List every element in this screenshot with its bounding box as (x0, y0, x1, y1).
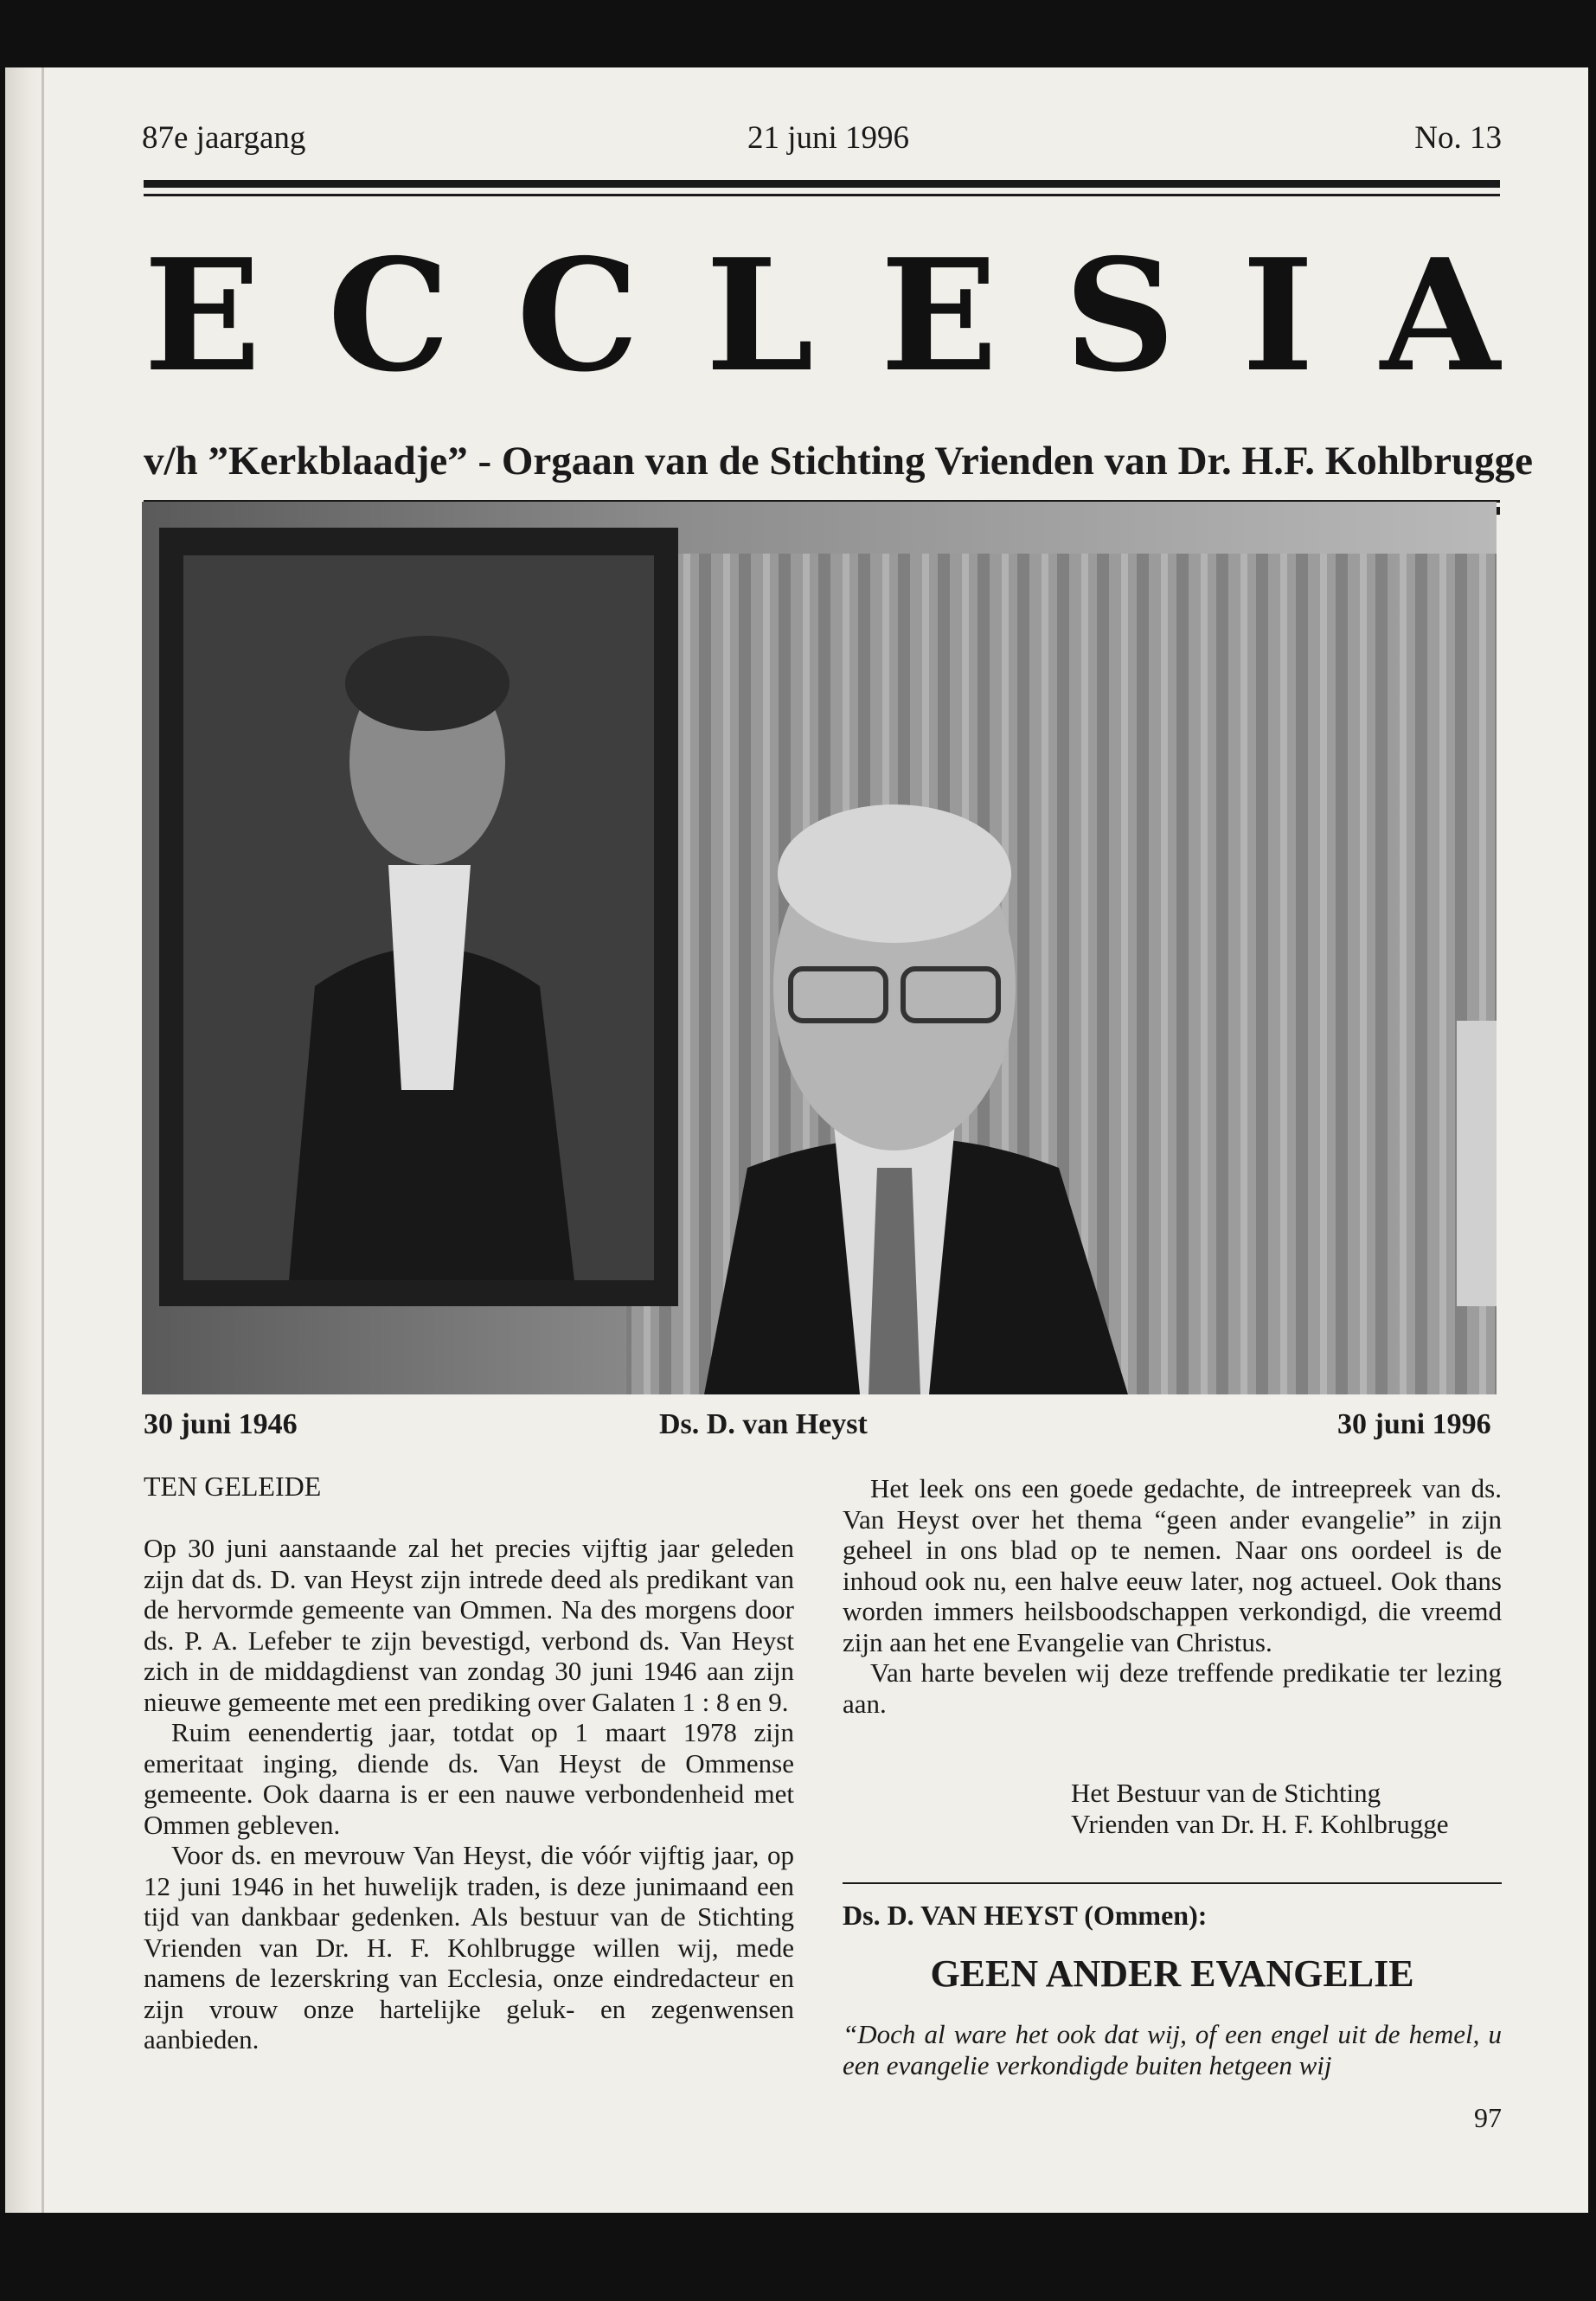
issue-date: 21 juni 1996 (747, 120, 910, 156)
masthead-subtitle: v/h ”Kerkblaadje” - Orgaan van de Stichting Vrienden van Dr. H.F. Kohlbrugge (144, 439, 1534, 484)
masthead-letter: E (880, 225, 998, 406)
sermon-title: GEEN ANDER EVANGELIE (930, 1952, 1414, 1995)
header-rule-thin (144, 194, 1500, 196)
caption-date-1946: 30 juni 1946 (144, 1408, 298, 1440)
article-left-column (144, 1533, 794, 2055)
page-number: 97 (1474, 2102, 1502, 2133)
article-paragraph: Voor ds. en mevrouw Van Heyst, die vóór vijftig jaar, op 12 juni 1946 in het huwelijk traden, is deze junimaand een tijd van dankbaar gedenken. Als bestuur van de Stichting Vrienden van Dr. H. F. Kohlbrugge willen wij, mede namens de lezerskring van Ecclesia, onze eindredacteur en zijn vrouw onze hartelijke geluk- en zegenwensen aanbieden. (144, 1840, 794, 2054)
masthead-letter: C (516, 225, 639, 406)
cover-photo (142, 502, 1497, 1394)
article-paragraph: Ruim eenendertig jaar, totdat op 1 maart 1978 zijn emeritaat inging, diende ds. Van Heyst de Ommense gemeente. Ook daarna is er een nauwe verbondenheid met Ommen gebleven. (144, 1717, 794, 1840)
header-rule-thick (144, 180, 1500, 188)
caption-person-name: Ds. D. van Heyst (659, 1408, 868, 1440)
article-right-column (843, 1473, 1502, 1719)
issue-header (142, 119, 1502, 163)
magazine-page (5, 67, 1588, 2213)
photo-illustration (142, 502, 1497, 1394)
masthead-title (144, 208, 1500, 424)
signature-line-1: Het Bestuur van de Stichting (1071, 1778, 1381, 1808)
volume-label: 87e jaargang (142, 120, 306, 156)
masthead-letter: E (144, 225, 261, 406)
page-edge-line (42, 67, 44, 2213)
section-heading: TEN GELEIDE (144, 1471, 322, 1502)
masthead-letter: L (705, 225, 814, 406)
sermon-quote: “Doch al ware het ook dat wij, of een engel uit de hemel, u een evangelie verkondigde buiten hetgeen wij (843, 2019, 1502, 2080)
masthead-letter: I (1241, 225, 1314, 406)
masthead-letter: A (1380, 225, 1500, 406)
sermon-author: Ds. D. VAN HEYST (Ommen): (843, 1900, 1208, 1931)
article-paragraph: Op 30 juni aanstaande zal het precies vijftig jaar geleden zijn dat ds. D. van Heyst zijn intrede deed als predikant van de hervormde gemeente van Ommen. Na des morgens door ds. P. A. Lefeber te zijn bevestigd, verbond ds. Van Heyst zich in de middagdienst van zondag 30 juni 1946 aan zijn nieuwe gemeente met een prediking over Galaten 1 : 8 en 9. (144, 1533, 794, 1717)
caption-date-1996: 30 juni 1996 (1337, 1408, 1491, 1440)
issue-number: No. 13 (1414, 120, 1502, 156)
book-spine-shadow (5, 67, 47, 2213)
article-paragraph: Het leek ons een goede gedachte, de intreepreek van ds. Van Heyst over het thema “geen ander evangelie” in zijn geheel in ons blad op te nemen. Naar ons oordeel is de inhoud ook nu, een halve eeuw later, nog actueel. Ook thans worden immers heilsboodschappen verkondigd, die vreemd zijn aan het ene Evangelie van Christus. (843, 1473, 1502, 1657)
sermon-divider (843, 1882, 1502, 1884)
masthead-letter: S (1064, 225, 1176, 406)
masthead-letter: C (327, 225, 451, 406)
signature-line-2: Vrienden van Dr. H. F. Kohlbrugge (1071, 1809, 1449, 1839)
article-paragraph: Van harte bevelen wij deze treffende predikatie ter lezing aan. (843, 1657, 1502, 1719)
